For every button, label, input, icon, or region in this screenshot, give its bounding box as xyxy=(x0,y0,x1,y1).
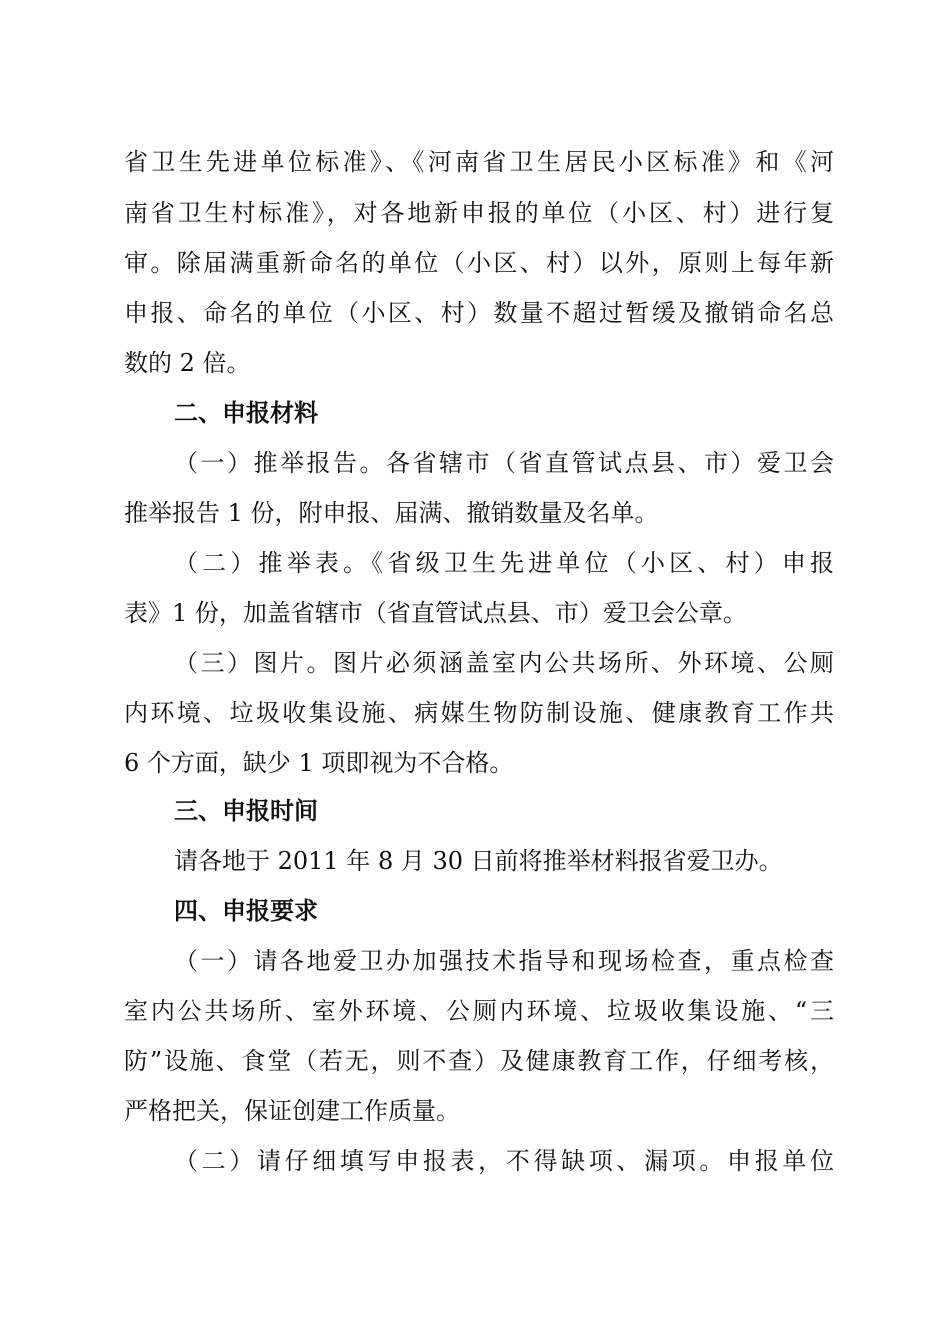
body-text-line: 防”设施、食堂（若无，则不查）及健康教育工作，仔细考核， xyxy=(124,1047,834,1075)
body-text-line: （二）请仔细填写申报表，不得缺项、漏项。申报单位 xyxy=(174,1147,834,1175)
section-heading-time: 三、申报时间 xyxy=(174,797,318,825)
body-text-line: 审。除届满重新命名的单位（小区、村）以外，原则上每年新 xyxy=(124,249,834,277)
body-text-line: 室内公共场所、室外环境、公厕内环境、垃圾收集设施、“三 xyxy=(124,997,834,1025)
body-text-line: （一）推举报告。各省辖市（省直管试点县、市）爱卫会 xyxy=(174,449,834,477)
body-text-line: 严格把关，保证创建工作质量。 xyxy=(124,1097,460,1125)
body-text-line: 申报、命名的单位（小区、村）数量不超过暂缓及撤销命名总 xyxy=(124,299,834,327)
body-text-line: 请各地于 2011 年 8 月 30 日前将推举材料报省爱卫办。 xyxy=(174,847,783,875)
body-text-line: （一）请各地爱卫办加强技术指导和现场检查，重点检查 xyxy=(174,947,834,975)
body-text-line: 南省卫生村标准》，对各地新申报的单位（小区、村）进行复 xyxy=(124,199,834,227)
body-text-line: 省卫生先进单位标准》、《河南省卫生居民小区标准》和《河 xyxy=(124,148,834,176)
body-text-line: 数的 2 倍。 xyxy=(124,349,251,377)
body-text-line: 表》1 份，加盖省辖市（省直管试点县、市）爱卫会公章。 xyxy=(124,599,747,627)
body-text-line: （三）图片。图片必须涵盖室内公共场所、外环境、公厕 xyxy=(174,649,834,677)
body-text-line: 内环境、垃圾收集设施、病媒生物防制设施、健康教育工作共 xyxy=(124,699,834,727)
body-text-line: （二）推举表。《省级卫生先进单位（小区、村）申报 xyxy=(174,549,834,577)
body-text-line: 6 个方面，缺少 1 项即视为不合格。 xyxy=(124,749,514,777)
section-heading-materials: 二、申报材料 xyxy=(174,399,318,427)
section-heading-requirements: 四、申报要求 xyxy=(174,897,318,925)
body-text-line: 推举报告 1 份，附申报、届满、撤销数量及名单。 xyxy=(124,499,659,527)
